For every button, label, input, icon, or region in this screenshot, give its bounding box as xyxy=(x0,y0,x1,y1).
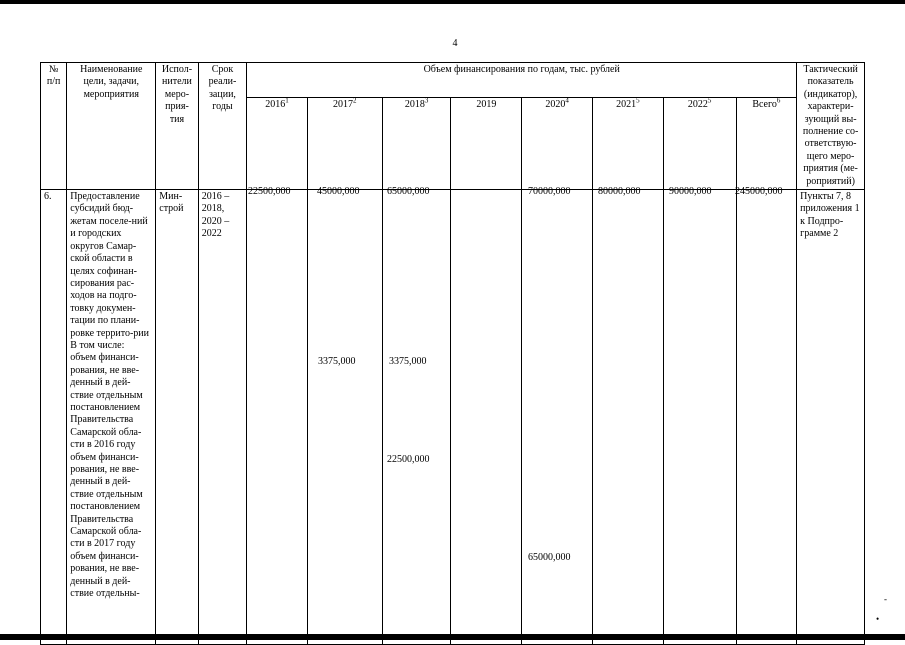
header-name: Наименование цели, задачи, мероприятия xyxy=(67,63,156,190)
margin-mark-dash: - xyxy=(884,594,887,604)
header-year-2020: 2020$^4$ xyxy=(522,97,593,189)
row-name-main: Предоставление субсидий бюд-жетам поселе-ний и городских округов Самар-ской области в целях софинан-сирования рас-ходов на подго-товку докумен-тации по плани-ровке террито-рии xyxy=(70,191,149,339)
margin-mark-dot: • xyxy=(876,614,880,624)
row-sub1: объем финанси-рования, не вве-денный в дей-ствие отдельным постановлением Правительства Самарской обла-сти в 2016 году xyxy=(70,352,143,451)
header-year-2016: 2016$^1$ xyxy=(247,97,308,189)
row-num: 6. xyxy=(41,190,67,645)
cell-2019 xyxy=(451,190,522,645)
header-num: № п/п xyxy=(41,63,67,190)
cell-2017 xyxy=(307,190,382,645)
header-funding: Объем финансирования по годам, тыс. рублей xyxy=(247,63,797,98)
bottom-border-bar xyxy=(0,634,905,640)
page-number: 4 xyxy=(452,38,458,49)
cell-total xyxy=(736,190,797,645)
value-2022: 90000,000 xyxy=(669,186,712,197)
sub1-value-2017: 3375,000 xyxy=(318,356,356,367)
value-2021: 80000,000 xyxy=(598,186,641,197)
funding-table xyxy=(40,62,865,645)
header-year-2018: 2018$^3$ xyxy=(382,97,451,189)
cell-2018 xyxy=(382,190,451,645)
row-executor: Мин-строй xyxy=(156,190,198,645)
row-in-total: В том числе: xyxy=(70,339,125,351)
header-total: Всего$^6$ xyxy=(736,97,797,189)
header-indicator: Тактический показатель (индикатор), характери-зующий вы-полнение со-ответствую-щего меро-приятия (ме-роприятий) xyxy=(797,63,865,190)
header-executors: Испол-нители меро-прия-тия xyxy=(156,63,198,190)
row-term: 2016 – 2018, 2020 – 2022 xyxy=(198,190,247,645)
header-term: Срок реали-зации, годы xyxy=(198,63,247,190)
value-2018: 65000,000 xyxy=(387,186,430,197)
sub1-value-2018: 3375,000 xyxy=(389,356,427,367)
header-year-2019: 2019 xyxy=(451,97,522,189)
header-year-2021: 2021$^5$ xyxy=(592,97,663,189)
cell-2021 xyxy=(592,190,663,645)
value-total: 245000,000 xyxy=(735,186,783,197)
sub2-value-2018: 22500,000 xyxy=(387,454,430,465)
header-year-2017: 2017$^2$ xyxy=(307,97,382,189)
table-row xyxy=(41,190,865,645)
top-border-bar xyxy=(0,0,905,4)
row-indicator: Пункты 7, 8 приложения 1 к Подпро-грамме 2 xyxy=(797,190,865,645)
sub3-value-2020: 65000,000 xyxy=(528,552,571,563)
value-2020: 70000,000 xyxy=(528,186,571,197)
row-name xyxy=(67,190,156,645)
row-sub2: объем финанси-рования, не вве-денный в дей-ствие отдельным постановлением Правительства Самарской обла-сти в 2017 году xyxy=(70,451,143,550)
value-2017: 45000,000 xyxy=(317,186,360,197)
cell-2016 xyxy=(247,190,308,645)
header-row-top xyxy=(41,63,865,98)
row-sub3: объем финанси-рования, не вве-денный в дей-ствие отдельны- xyxy=(70,550,140,600)
value-2016: 22500,000 xyxy=(248,186,291,197)
header-year-2022: 2022$^5$ xyxy=(663,97,736,189)
cell-2020 xyxy=(522,190,593,645)
cell-2022 xyxy=(663,190,736,645)
